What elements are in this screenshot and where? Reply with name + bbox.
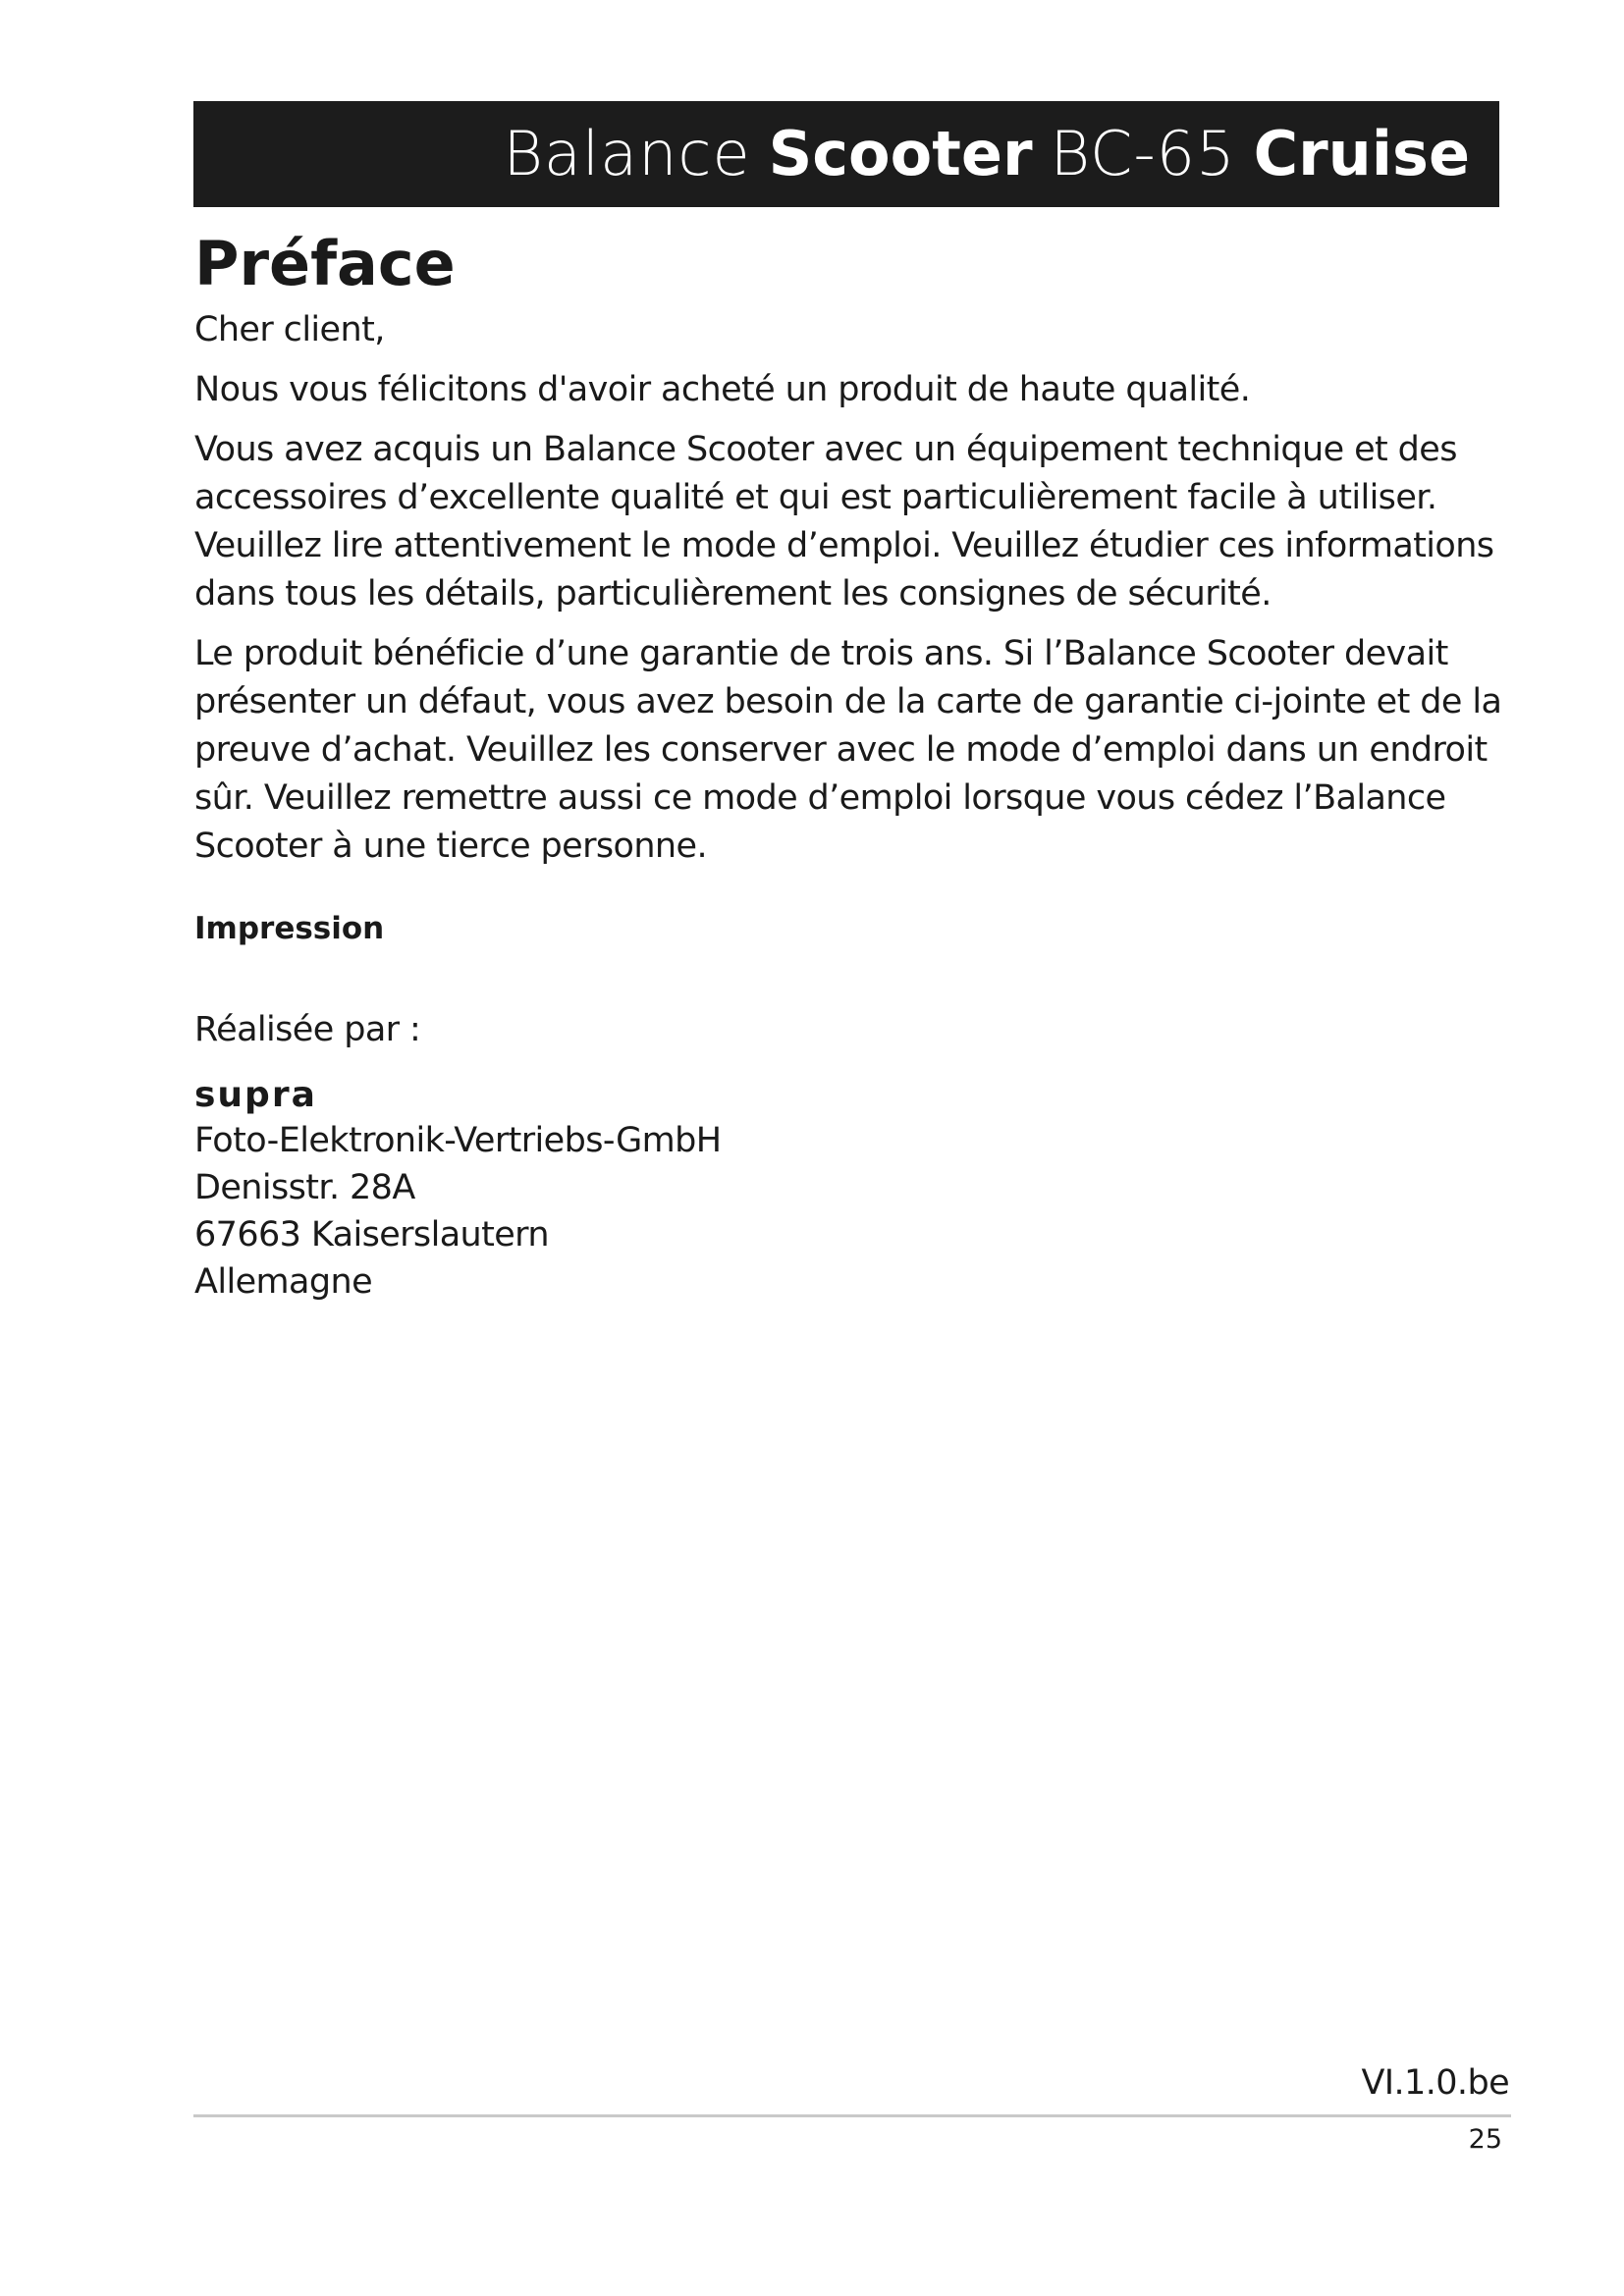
header-bar [193, 101, 1499, 207]
made-by-label: Réalisée par : [194, 1010, 421, 1049]
page-number: 25 [1468, 2124, 1502, 2155]
header-model: BC-65 [1050, 118, 1236, 189]
address-country: Allemagne [194, 1262, 372, 1302]
address-block [194, 1117, 1510, 1306]
greeting-paragraph: Cher client, [194, 310, 385, 349]
warranty-paragraph: Le produit bénéficie d’une garantie de trois ans. Si l’Balance Scooter devait présenter un défaut, vous avez besoin de la carte de garantie ci-jointe et de la preuve d’achat. Veuillez les conserver avec le mode d’emploi dans un endroit sûr. Veuillez remettre aussi ce mode d’emploi lorsque vous cédez l’Balance Scooter à une tierce personne. [194, 634, 1502, 866]
header-product-emph: Scooter [768, 118, 1033, 189]
header-model-emph: Cruise [1253, 118, 1470, 189]
header-product-word: Balance [503, 118, 751, 189]
address-company: Foto-Elektronik-Vertriebs-GmbH [194, 1121, 722, 1160]
brand-logo: supra [194, 1075, 317, 1115]
main-content [194, 224, 1510, 1306]
product-paragraph: Vous avez acquis un Balance Scooter avec un équipement technique et des accessoires d’excellente qualité et qui est particulièrement facile à utiliser. Veuillez lire attentivement le mode d’emploi. Veuillez étudier ces informations dans tous les détails, particulièrement les consignes de sécurité. [194, 430, 1494, 614]
footer-divider [193, 2114, 1511, 2117]
address-street: Denisstr. 28A [194, 1168, 415, 1207]
congrats-paragraph: Nous vous félicitons d'avoir acheté un produit de haute qualité. [194, 370, 1251, 409]
version-label: VI.1.0.be [1361, 2063, 1509, 2103]
impression-heading: Impression [194, 911, 385, 946]
page-title: Préface [194, 228, 456, 299]
address-city: 67663 Kaiserslautern [194, 1215, 549, 1255]
